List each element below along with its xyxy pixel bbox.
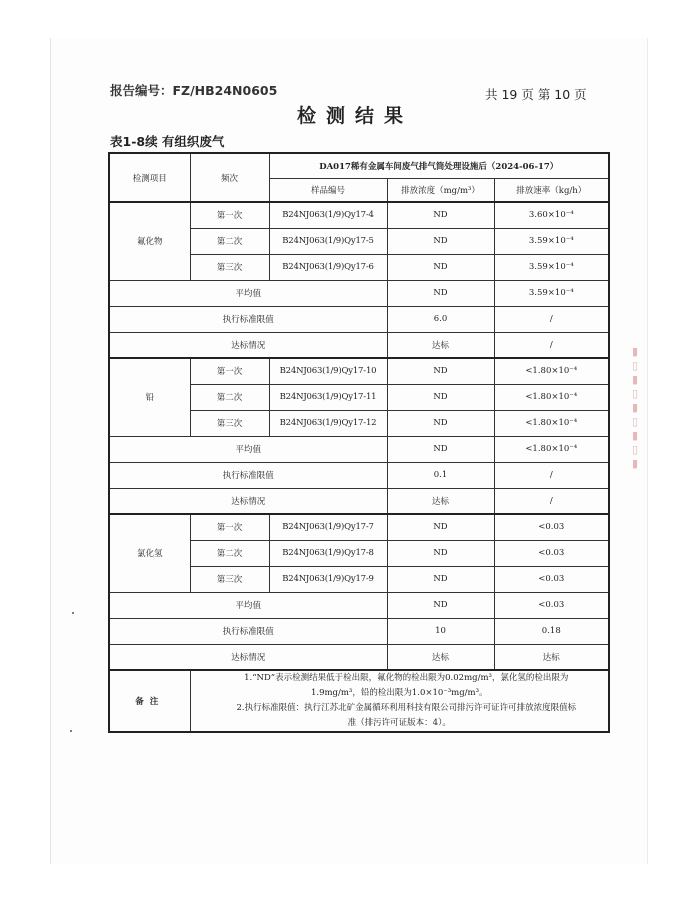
rate-cell: <0.03 — [494, 514, 609, 540]
header-sample-no: 样品编号 — [269, 178, 387, 202]
round-cell: 第一次 — [190, 514, 269, 540]
average-label: 平均值 — [109, 592, 387, 618]
rate-cell: / — [494, 332, 609, 358]
header-item: 检测项目 — [109, 153, 190, 202]
remarks-line-1: 1.“ND”表示检测结果低于检出限，氟化物的检出限为0.02mg/m³，氯化氢的检出限为 — [244, 673, 569, 683]
average-row — [109, 436, 609, 462]
sample-cell: B24NJ063(1/9)Qy17-11 — [269, 384, 387, 410]
rate-cell: <1.80×10⁻⁴ — [494, 384, 609, 410]
table-caption: 表1-8续 有组织废气 — [110, 134, 225, 149]
conc-cell: ND — [387, 566, 494, 592]
limit-row — [109, 462, 609, 488]
scan-speck — [72, 612, 74, 614]
conc-cell: ND — [387, 384, 494, 410]
table-row — [109, 202, 609, 228]
status-label: 达标情况 — [109, 644, 387, 670]
scan-speck — [70, 730, 72, 732]
remarks-line-3: 2.执行标准限值：执行江苏北矿金属循环利用科技有限公司排污许可证许可排放浓度限值标 — [236, 703, 577, 713]
conc-cell: ND — [387, 254, 494, 280]
rate-cell: <0.03 — [494, 592, 609, 618]
rate-cell: <1.80×10⁻⁴ — [494, 358, 609, 384]
round-cell: 第三次 — [190, 254, 269, 280]
document-title: 检测结果 — [296, 105, 413, 127]
status-row — [109, 332, 609, 358]
remarks-text — [190, 670, 609, 732]
average-label: 平均值 — [109, 436, 387, 462]
remarks-line-4: 准（排污许可证版本：4）。 — [347, 718, 451, 728]
sample-cell: B24NJ063(1/9)Qy17-7 — [269, 514, 387, 540]
conc-cell: ND — [387, 280, 494, 306]
rate-cell: / — [494, 488, 609, 514]
limit-label: 执行标准限值 — [109, 618, 387, 644]
conc-cell: 0.1 — [387, 462, 494, 488]
round-cell: 第二次 — [190, 384, 269, 410]
rate-cell: 3.59×10⁻⁴ — [494, 280, 609, 306]
conc-cell: ND — [387, 202, 494, 228]
sample-cell: B24NJ063(1/9)Qy17-6 — [269, 254, 387, 280]
sample-cell: B24NJ063(1/9)Qy17-9 — [269, 566, 387, 592]
limit-row — [109, 618, 609, 644]
rate-cell: 3.60×10⁻⁴ — [494, 202, 609, 228]
group-name: 氯化氢 — [109, 514, 190, 592]
rate-cell: <0.03 — [494, 566, 609, 592]
round-cell: 第二次 — [190, 228, 269, 254]
conc-cell: 达标 — [387, 332, 494, 358]
table-row — [109, 358, 609, 384]
header-round: 频次 — [190, 153, 269, 202]
status-row — [109, 644, 609, 670]
rate-cell: 3.59×10⁻⁴ — [494, 254, 609, 280]
conc-cell: 达标 — [387, 644, 494, 670]
remarks-row — [109, 670, 609, 732]
status-label: 达标情况 — [109, 488, 387, 514]
rate-cell: <0.03 — [494, 540, 609, 566]
average-label: 平均值 — [109, 280, 387, 306]
round-cell: 第一次 — [190, 358, 269, 384]
average-row — [109, 592, 609, 618]
header-concentration: 排放浓度（mg/m³） — [387, 178, 494, 202]
results-table — [108, 152, 610, 733]
round-cell: 第三次 — [190, 566, 269, 592]
group-name: 铅 — [109, 358, 190, 436]
conc-cell: ND — [387, 540, 494, 566]
conc-cell: 达标 — [387, 488, 494, 514]
remarks-label: 备注 — [109, 670, 190, 732]
page-info: 共 19 页 第 10 页 — [485, 87, 587, 102]
seal-stamp-fragment: ▮ ▯ ▮ ▯ ▮ ▯ ▮ ▯ ▮ — [632, 345, 639, 470]
rate-cell: <1.80×10⁻⁴ — [494, 436, 609, 462]
status-row — [109, 488, 609, 514]
conc-cell: ND — [387, 410, 494, 436]
conc-cell: 10 — [387, 618, 494, 644]
rate-cell: / — [494, 462, 609, 488]
rate-cell: <1.80×10⁻⁴ — [494, 410, 609, 436]
results-table-wrapper — [108, 152, 610, 733]
limit-row — [109, 306, 609, 332]
conc-cell: ND — [387, 358, 494, 384]
remarks-line-2: 1.9mg/m³，铅的检出限为1.0×10⁻³mg/m³。 — [310, 688, 488, 698]
sample-cell: B24NJ063(1/9)Qy17-4 — [269, 202, 387, 228]
rate-cell: 3.59×10⁻⁴ — [494, 228, 609, 254]
rate-cell: / — [494, 306, 609, 332]
conc-cell: ND — [387, 436, 494, 462]
round-cell: 第三次 — [190, 410, 269, 436]
rate-cell: 达标 — [494, 644, 609, 670]
conc-cell: 6.0 — [387, 306, 494, 332]
header-facility: DA017稀有金属车间废气排气筒处理设施后（2024-06-17） — [269, 153, 609, 178]
rate-cell: 0.18 — [494, 618, 609, 644]
sample-cell: B24NJ063(1/9)Qy17-8 — [269, 540, 387, 566]
conc-cell: ND — [387, 592, 494, 618]
round-cell: 第二次 — [190, 540, 269, 566]
group-name: 氟化物 — [109, 202, 190, 280]
round-cell: 第一次 — [190, 202, 269, 228]
table-row — [109, 514, 609, 540]
limit-label: 执行标准限值 — [109, 306, 387, 332]
sample-cell: B24NJ063(1/9)Qy17-12 — [269, 410, 387, 436]
conc-cell: ND — [387, 514, 494, 540]
average-row — [109, 280, 609, 306]
limit-label: 执行标准限值 — [109, 462, 387, 488]
status-label: 达标情况 — [109, 332, 387, 358]
sample-cell: B24NJ063(1/9)Qy17-5 — [269, 228, 387, 254]
table-header-row — [109, 153, 609, 178]
conc-cell: ND — [387, 228, 494, 254]
report-number: 报告编号：FZ/HB24N0605 — [110, 83, 278, 98]
header-rate: 排放速率（kg/h） — [494, 178, 609, 202]
sample-cell: B24NJ063(1/9)Qy17-10 — [269, 358, 387, 384]
